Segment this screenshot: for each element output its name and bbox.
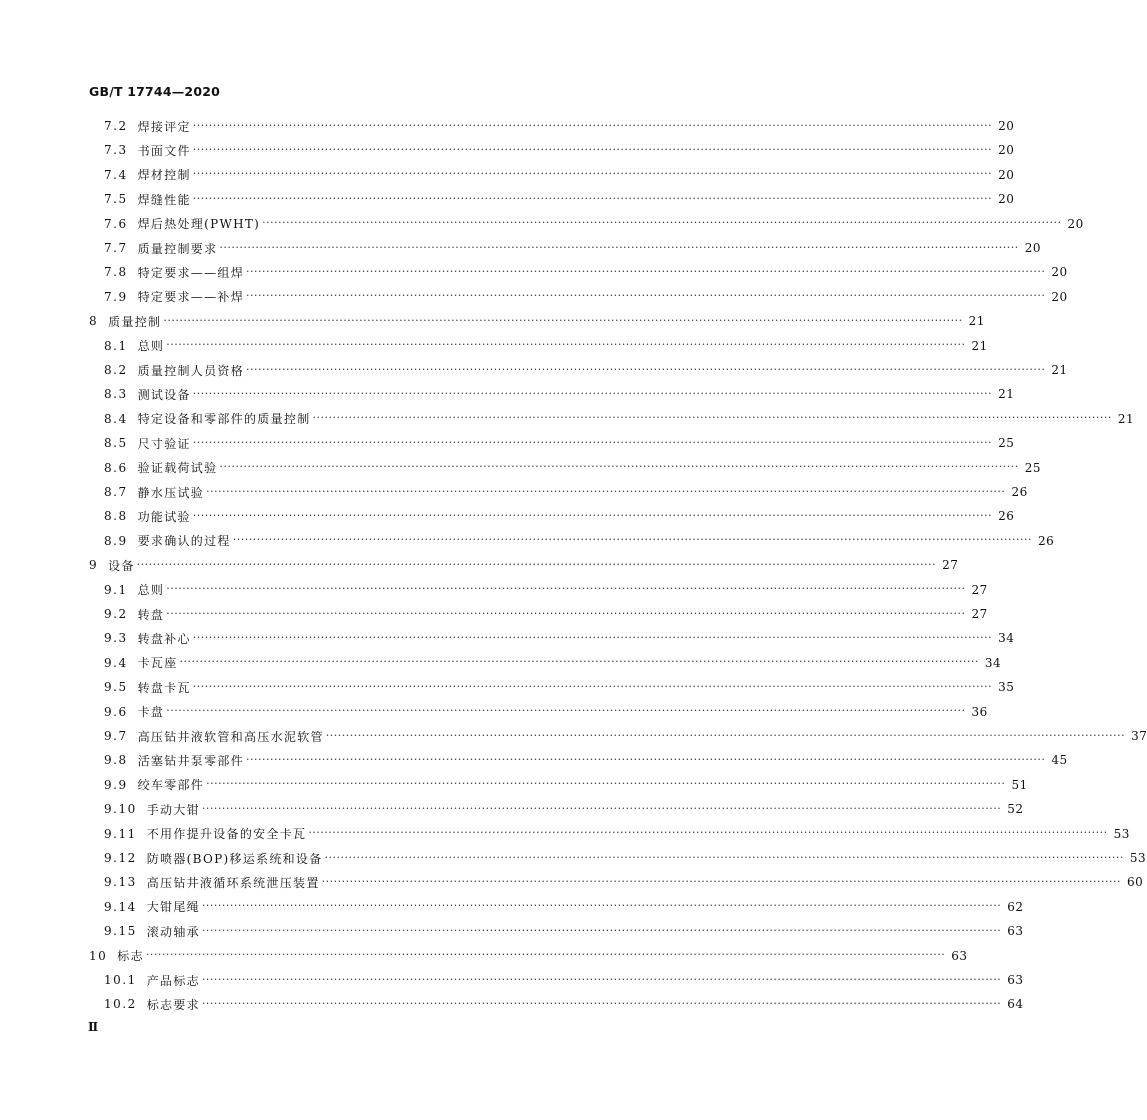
toc-entry[interactable] <box>104 848 1147 868</box>
toc-entry-number: 8.2 <box>104 363 128 377</box>
toc-entry-page: 34 <box>998 631 1015 646</box>
toc-entry[interactable] <box>104 262 1068 282</box>
toc-leader-dots: ········································································································································································································ <box>192 508 993 522</box>
toc-entry-number: 10.2 <box>104 997 137 1012</box>
toc-entry-number: 9.7 <box>104 729 128 743</box>
toc-leader-dots: ········································································································································································································ <box>192 118 993 132</box>
toc-entry-title: 卡瓦座 <box>137 656 178 671</box>
toc-entry[interactable] <box>104 580 988 600</box>
toc-entry-page: 21 <box>1051 363 1068 377</box>
toc-entry-title: 活塞钻井泵零部件 <box>137 753 244 768</box>
toc-entry-page: 21 <box>998 387 1015 402</box>
toc-leader-dots: ········································································································································································································ <box>219 240 1019 254</box>
toc-leader-dots: ········································································································································································································ <box>166 704 966 718</box>
toc-leader-dots: ········································································································································································································ <box>201 996 1002 1010</box>
toc-entry-title: 高压钻井液软管和高压水泥软管 <box>137 729 324 744</box>
toc-leader-dots: ········································································································································································································ <box>192 191 993 205</box>
toc-entry-page: 63 <box>951 948 968 963</box>
toc-leader-dots: ········································································································································································································ <box>201 899 1002 913</box>
toc-entry-number: 9.3 <box>104 631 128 646</box>
page-number-footer: Ⅱ <box>88 1020 99 1034</box>
toc-entry-number: 8.5 <box>104 436 128 451</box>
toc-entry-page: 25 <box>998 436 1015 451</box>
toc-entry-number: 7.2 <box>104 119 128 133</box>
toc-entry[interactable] <box>104 433 1015 453</box>
toc-entry-title: 书面文件 <box>137 143 191 158</box>
toc-entry-number: 9.8 <box>104 753 128 768</box>
toc-entry-title: 滚动轴承 <box>146 924 200 939</box>
toc-leader-dots: ········································································································································································································ <box>179 655 979 669</box>
toc-entry-title: 特定要求——组焊 <box>137 265 244 280</box>
toc-leader-dots: ········································································································································································································ <box>166 606 966 620</box>
toc-entry-page: 35 <box>998 680 1015 695</box>
toc-entry[interactable] <box>104 604 988 624</box>
toc-entry-title: 防喷器(BOP)移运系统和设备 <box>146 851 323 866</box>
toc-leader-dots: ········································································································································································································ <box>166 582 966 596</box>
toc-entry-number: 8.9 <box>104 533 128 548</box>
toc-leader-dots: ········································································································································································································ <box>136 557 937 571</box>
toc-entry-number: 9.12 <box>104 851 137 865</box>
toc-entry-page: 64 <box>1007 997 1024 1012</box>
toc-entry-page: 52 <box>1007 802 1024 817</box>
toc-leader-dots: ········································································································································································································ <box>192 679 993 693</box>
toc-entry-page: 27 <box>971 607 988 621</box>
toc-entry-number: 9.9 <box>104 777 128 792</box>
toc-entry-page: 60 <box>1126 875 1144 890</box>
toc-leader-dots: ········································································································································································································ <box>324 850 1124 864</box>
toc-entry-page: 53 <box>1113 826 1130 841</box>
toc-entry-title: 大钳尾绳 <box>146 900 200 915</box>
toc-entry-number: 8.1 <box>104 338 128 353</box>
toc-leader-dots: ········································································································································································································ <box>308 826 1108 840</box>
toc-leader-dots: ········································································································································································································ <box>192 630 993 644</box>
toc-entry-number: 9.6 <box>104 704 128 719</box>
toc-entry-page: 20 <box>1051 289 1068 304</box>
toc-leader-dots: ········································································································································································································ <box>201 923 1002 937</box>
toc-entry[interactable] <box>104 970 1024 990</box>
toc-entry-page: 36 <box>971 704 988 719</box>
toc-entry-title: 高压钻井液循环系统泄压装置 <box>146 875 320 890</box>
toc-entry-number: 9.15 <box>104 924 137 939</box>
toc-entry-number: 7.7 <box>104 241 128 255</box>
toc-entry-number: 8.4 <box>104 411 128 426</box>
toc-entry-title: 转盘补心 <box>137 631 191 646</box>
toc-entry[interactable] <box>104 994 1024 1014</box>
toc-entry-number: 9 <box>89 558 99 573</box>
toc-leader-dots: ········································································································································································································ <box>312 411 1112 425</box>
toc-entry-page: 51 <box>1011 777 1028 792</box>
toc-entry[interactable] <box>104 702 988 722</box>
toc-leader-dots: ········································································································································································································ <box>206 484 1006 498</box>
toc-entry-number: 8.3 <box>104 387 128 402</box>
toc-entry-number: 8.6 <box>104 460 128 475</box>
toc-entry-title: 绞车零部件 <box>137 778 205 793</box>
toc-entry[interactable] <box>104 360 1068 380</box>
toc-entry-page: 26 <box>1038 533 1055 548</box>
toc-entry[interactable] <box>104 140 1015 160</box>
toc-entry-page: 25 <box>1024 460 1042 475</box>
toc-entry-title: 质量控制人员资格 <box>137 363 244 378</box>
toc-leader-dots: ········································································································································································································ <box>219 460 1019 474</box>
toc-entry[interactable] <box>104 824 1130 844</box>
toc-leader-dots: ········································································································································································································ <box>192 386 993 400</box>
toc-entry-number: 7.6 <box>104 216 128 231</box>
toc-entry-number: 9.14 <box>104 899 137 914</box>
toc-entry-title: 焊接评定 <box>137 119 191 134</box>
toc-leader-dots: ········································································································································································································ <box>145 948 946 962</box>
toc-entry-page: 21 <box>1117 411 1135 426</box>
toc-entry-title: 验证载荷试验 <box>137 461 218 476</box>
toc-entry-title: 静水压试验 <box>137 485 205 500</box>
toc-entry-page: 21 <box>968 314 985 329</box>
toc-entry[interactable] <box>104 799 1024 819</box>
toc-entry-page: 63 <box>1007 973 1024 987</box>
toc-entry-number: 8.8 <box>104 509 128 524</box>
toc-entry[interactable] <box>104 482 1028 502</box>
toc-entry-title: 不用作提升设备的安全卡瓦 <box>146 827 307 842</box>
toc-entry-page: 20 <box>1067 216 1084 231</box>
toc-entry-page: 26 <box>998 509 1015 524</box>
toc-entry-title: 卡盘 <box>137 705 165 720</box>
toc-entry-title: 焊材控制 <box>137 168 191 183</box>
toc-entry[interactable] <box>89 946 968 966</box>
toc-entry-number: 9.2 <box>104 607 128 621</box>
toc-entry-number: 8 <box>89 314 99 329</box>
toc-entry-page: 45 <box>1051 753 1068 768</box>
toc-leader-dots: ········································································································································································································ <box>321 874 1121 888</box>
toc-entry-page: 53 <box>1129 851 1147 865</box>
toc-entry[interactable] <box>104 189 1015 209</box>
toc-entry[interactable] <box>104 384 1015 404</box>
toc-entry-number: 9.5 <box>104 680 128 695</box>
toc-entry[interactable] <box>104 897 1024 917</box>
toc-entry-title: 尺寸验证 <box>137 436 191 451</box>
toc-entry-title: 设备 <box>108 558 135 573</box>
toc-entry-number: 9.4 <box>104 655 128 670</box>
toc-entry-page: 37 <box>1131 729 1147 743</box>
document-code-header: GB/T 17744—2020 <box>89 84 221 99</box>
toc-entry-number: 10.1 <box>104 973 137 987</box>
toc-entry-page: 63 <box>1007 924 1024 939</box>
toc-leader-dots: ········································································································································································································ <box>192 435 993 449</box>
toc-leader-dots: ········································································································································································································ <box>163 313 963 327</box>
toc-entry-title: 特定设备和零部件的质量控制 <box>137 412 311 427</box>
toc-entry-page: 21 <box>971 338 988 353</box>
toc-entry-page: 34 <box>984 655 1002 670</box>
toc-entry[interactable] <box>89 311 985 331</box>
toc-entry[interactable] <box>89 555 959 575</box>
toc-entry[interactable] <box>104 775 1028 795</box>
toc-entry-title: 要求确认的过程 <box>137 534 231 549</box>
toc-entry-page: 20 <box>998 192 1015 207</box>
toc-entry[interactable] <box>104 336 988 356</box>
toc-entry[interactable] <box>104 238 1042 258</box>
toc-entry-number: 7.8 <box>104 265 128 280</box>
toc-leader-dots: ········································································································································································································ <box>192 167 993 181</box>
toc-entry-title: 产品标志 <box>146 973 200 988</box>
toc-entry-number: 7.4 <box>104 167 128 182</box>
toc-entry[interactable] <box>104 872 1144 892</box>
toc-entry-number: 10 <box>89 948 108 963</box>
toc-leader-dots: ········································································································································································································ <box>201 801 1002 815</box>
toc-leader-dots: ········································································································································································································ <box>206 777 1006 791</box>
toc-entry[interactable] <box>104 628 1015 648</box>
toc-leader-dots: ········································································································································································································ <box>166 338 966 352</box>
toc-entry[interactable] <box>104 677 1015 697</box>
toc-entry-number: 9.10 <box>104 802 137 817</box>
toc-entry-title: 转盘 <box>137 607 165 622</box>
toc-leader-dots: ········································································································································································································ <box>246 264 1046 278</box>
toc-entry-page: 20 <box>998 119 1015 133</box>
toc-leader-dots: ········································································································································································································ <box>325 728 1126 742</box>
toc-entry[interactable] <box>104 116 1015 136</box>
toc-entry-title: 总则 <box>137 583 165 598</box>
toc-entry-page: 20 <box>1024 241 1042 255</box>
toc-entry-title: 标志要求 <box>146 997 200 1012</box>
toc-leader-dots: ········································································································································································································ <box>262 216 1062 230</box>
toc-entry-title: 标志 <box>117 949 144 964</box>
toc-entry-number: 7.9 <box>104 289 128 304</box>
toc-entry-page: 20 <box>998 143 1015 158</box>
toc-entry-number: 7.3 <box>104 143 128 158</box>
toc-leader-dots: ········································································································································································································ <box>201 972 1002 986</box>
toc-entry[interactable] <box>104 165 1015 185</box>
toc-entry[interactable] <box>104 653 1002 673</box>
toc-entry-number: 8.7 <box>104 485 128 499</box>
toc-entry[interactable] <box>104 921 1024 941</box>
toc-entry-number: 7.5 <box>104 192 128 207</box>
toc-entry-title: 焊后热处理(PWHT) <box>137 217 261 232</box>
toc-entry[interactable] <box>104 750 1068 770</box>
toc-entry-number: 9.1 <box>104 582 128 597</box>
toc-leader-dots: ········································································································································································································ <box>246 289 1046 303</box>
toc-entry-page: 27 <box>942 558 959 573</box>
toc-entry-number: 9.13 <box>104 875 137 890</box>
toc-entry[interactable] <box>104 506 1015 526</box>
toc-entry-title: 质量控制 <box>108 314 162 329</box>
toc-entry[interactable] <box>104 214 1084 234</box>
toc-entry-page: 62 <box>1007 899 1024 914</box>
toc-entry[interactable] <box>104 458 1042 478</box>
toc-entry-title: 质量控制要求 <box>137 241 218 256</box>
toc-entry-title: 特定要求——补焊 <box>137 290 244 305</box>
toc-entry-title: 总则 <box>137 339 165 354</box>
toc-entry[interactable] <box>104 409 1135 429</box>
toc-leader-dots: ········································································································································································································ <box>232 533 1033 547</box>
toc-entry-title: 手动大钳 <box>146 802 200 817</box>
toc-entry[interactable] <box>104 287 1068 307</box>
toc-leader-dots: ········································································································································································································ <box>246 362 1046 376</box>
toc-entry-title: 焊缝性能 <box>137 192 191 207</box>
toc-leader-dots: ········································································································································································································ <box>246 752 1046 766</box>
toc-leader-dots: ········································································································································································································ <box>192 142 993 156</box>
toc-entry-page: 26 <box>1011 485 1028 499</box>
toc-entry-title: 转盘卡瓦 <box>137 680 191 695</box>
toc-entry-number: 9.11 <box>104 826 137 841</box>
toc-entry-title: 功能试验 <box>137 509 191 524</box>
toc-entry-page: 20 <box>998 167 1015 182</box>
toc-entry-page: 27 <box>971 582 988 597</box>
toc-entry[interactable] <box>104 531 1055 551</box>
toc-entry[interactable] <box>104 726 1147 746</box>
toc-entry-page: 20 <box>1051 265 1068 280</box>
toc-entry-title: 测试设备 <box>137 387 191 402</box>
